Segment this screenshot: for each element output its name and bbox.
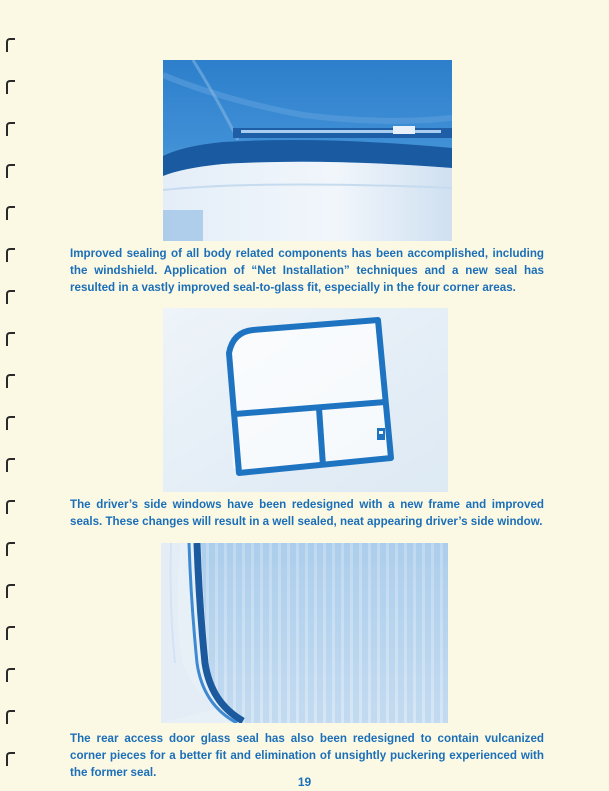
binding-hole (6, 416, 15, 430)
binding-hole (6, 710, 15, 724)
rear-door-photo (161, 543, 448, 723)
rear-door-caption: The rear access door glass seal has also been redesigned to contain vulcanized corner pieces for a better fit and elimination of unsightly puckering experienced with the former seal. (70, 732, 544, 779)
binding-hole (6, 206, 15, 220)
page-number: 19 (297, 775, 312, 789)
binding-hole (6, 542, 15, 556)
binding-hole (6, 248, 15, 262)
windshield-photo (163, 60, 452, 241)
binding-hole (6, 584, 15, 598)
binding-hole (6, 332, 15, 346)
binding-hole (6, 668, 15, 682)
binding-hole (6, 626, 15, 640)
binding-hole (6, 80, 15, 94)
binding-hole (6, 164, 15, 178)
binding-hole (6, 500, 15, 514)
binding-hole (6, 290, 15, 304)
binding-hole (6, 122, 15, 136)
binding-hole (6, 752, 15, 766)
binding-hole (6, 374, 15, 388)
windshield-caption: Improved sealing of all body related components has been accomplished, including the windshield. Application of “Net Installation” techniques and a new seal has resulted in a vastly improved seal-to-glass fit, especially in the four corner areas. (70, 247, 544, 294)
spiral-binding (0, 0, 20, 791)
driver-window-caption: The driver’s side windows have been redesigned with a new frame and improved seals. These changes will result in a well sealed, neat appearing driver’s side window. (70, 498, 544, 528)
binding-hole (6, 38, 15, 52)
binding-hole (6, 458, 15, 472)
driver-window-photo (163, 308, 448, 492)
